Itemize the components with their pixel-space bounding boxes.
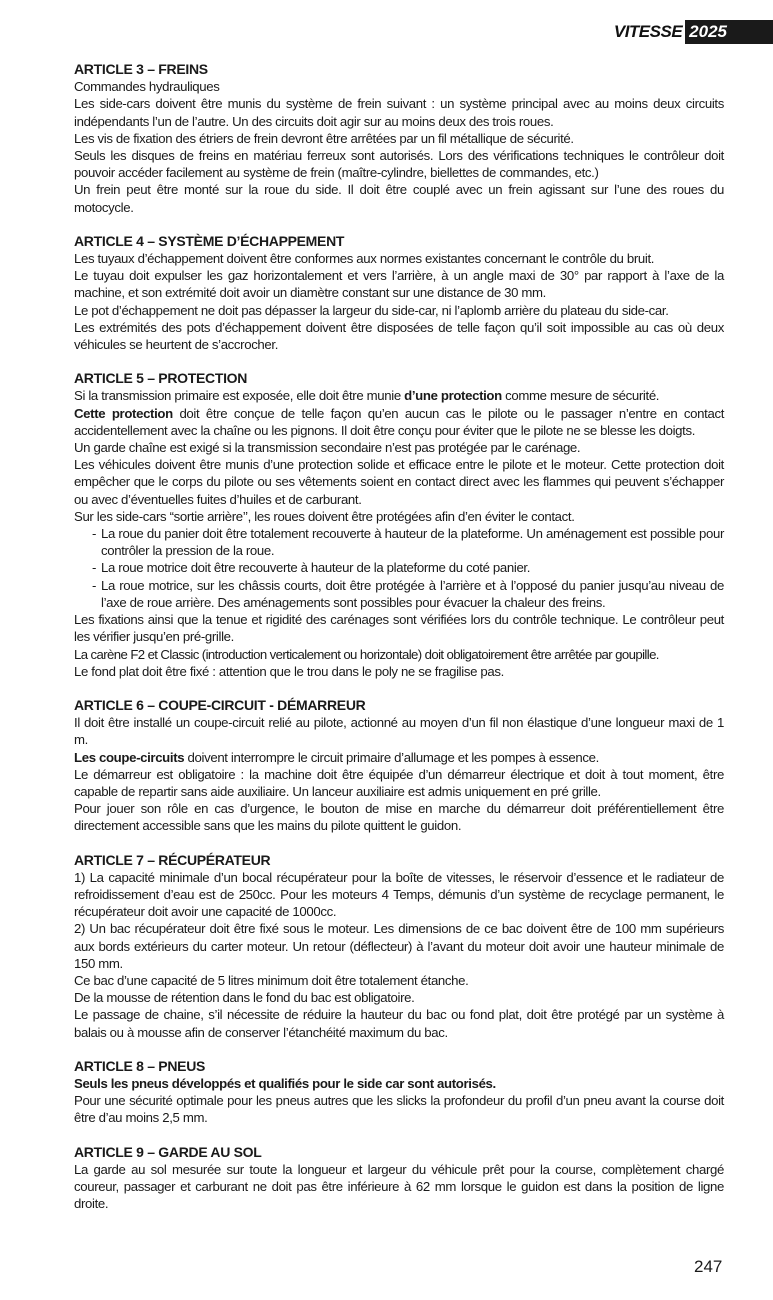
paragraph: Le passage de chaine, s’il nécessite de réduire la hauteur du bac ou fond plat, doit être protégé par un système à balais ou à mousse afin de conserver l’étanchéité maximum du bac. (74, 1007, 724, 1040)
article-9 (74, 1144, 724, 1213)
header-title: VITESSE (613, 22, 683, 41)
paragraph: Seuls les disques de freins en matériau ferreux sont autorisés. Lors des vérifications techniques le contrôleur doit pouvoir accéder facilement au système de frein (maître-cylindre, biellettes de commandes, etc.) (74, 148, 724, 181)
paragraph: Ce bac d’une capacité de 5 litres minimum doit être totalement étanche. (74, 972, 469, 988)
article-6 (74, 697, 724, 835)
paragraph: 2) Un bac récupérateur doit être fixé sous le moteur. Les dimensions de ce bac doivent être de 100 mm supérieurs aux bords extérieurs du carter moteur. Un retour (déflecteur) à l’avant du moteur doit avoir une hauteur minimale de 150 mm. (74, 921, 724, 971)
paragraph (74, 387, 724, 404)
article-8 (74, 1058, 724, 1127)
article-4 (74, 233, 724, 353)
emphasis: Cette protection (74, 405, 173, 421)
article-heading: ARTICLE 4 – SYSTÈME D’ÉCHAPPEMENT (74, 232, 345, 249)
emphasis: d’une protection (404, 388, 502, 404)
paragraph: Commandes hydrauliques (74, 79, 220, 95)
page-number: 247 (694, 1257, 723, 1276)
paragraph: Les vis de fixation des étriers de frein devront être arrêtées par un fil métallique de sécurité. (74, 130, 574, 146)
paragraph: Le tuyau doit expulser les gaz horizontalement et vers l’arrière, à un angle maxi de 30° par rapport à l’axe de la machine, et son extrémité doit avoir un diamètre constant sur une distance de 30 mm. (74, 268, 724, 301)
document-body (74, 61, 724, 1229)
paragraph: La carène F2 et Classic (introduction verticalement ou horizontale) doit obligatoirement être arrêtée par goupille. (74, 646, 659, 662)
text-run: doit être conçue de telle façon qu’en aucun cas le pilote ou le passager n’entre en contact accidentellement avec la chaîne ou les pignons. Il doit être conçu pour éviter que le pilote ne se blesse les doigts. (74, 405, 725, 438)
paragraph-bold: Seuls les pneus développés et qualifiés pour le side car sont autorisés. (74, 1075, 496, 1091)
text-run: comme mesure de sécurité. (501, 388, 660, 404)
emphasis: Les coupe-circuits (74, 749, 185, 765)
article-heading: ARTICLE 3 – FREINS (74, 61, 208, 77)
page-header (614, 20, 773, 44)
paragraph: Il doit être installé un coupe-circuit relié au pilote, actionné au moyen d’un fil non élastique d’une longueur maxi de 1 m. (74, 715, 724, 748)
text-run: Si la transmission primaire est exposée, elle doit être munie (74, 388, 405, 404)
paragraph: Pour jouer son rôle en cas d’urgence, le bouton de mise en marche du démarreur doit préférentiellement être directement accessible sans que les mains du pilote quittent le guidon. (74, 801, 724, 834)
text-run: doivent interrompre le circuit primaire d’allumage et les pompes à essence. (184, 749, 599, 765)
paragraph: Le démarreur est obligatoire : la machine doit être équipée d’un démarreur électrique et doit à tout moment, être capable de repartir sans aide auxiliaire. Un lanceur auxiliaire est admis uniquement en pré grille. (74, 766, 724, 799)
paragraph: Les extrémités des pots d’échappement doivent être disposées de telle façon qu’il soit impossible au cas où deux véhicules se heurtent de s’accrocher. (74, 319, 724, 353)
paragraph (74, 749, 724, 766)
article-3 (74, 61, 724, 216)
article-5 (74, 370, 724, 680)
article-heading: ARTICLE 9 – GARDE AU SOL (74, 1143, 262, 1160)
header-year-badge: 2025 (685, 20, 773, 44)
paragraph: De la mousse de rétention dans le fond du bac est obligatoire. (74, 990, 415, 1006)
article-heading: ARTICLE 7 – RÉCUPÉRATEUR (74, 851, 271, 868)
article-heading: ARTICLE 5 – PROTECTION (74, 370, 248, 387)
paragraph: Un garde chaîne est exigé si la transmission secondaire n’est pas protégée par le carénage. (74, 440, 581, 456)
paragraph: Les fixations ainsi que la tenue et rigidité des carénages sont vérifiées lors du contrôle technique. Le contrôleur peut les vérifier jusqu’en pré-grille. (74, 612, 724, 645)
list-item: - La roue du panier doit être totalement recouverte à hauteur de la plateforme. Un aménagement est possible pour contrôler la pression de la roue. (92, 525, 724, 559)
paragraph: Les véhicules doivent être munis d’une protection solide et efficace entre le pilote et le moteur. Cette protection doit empêcher que le corps du pilote ou ses vêtements soient en contact direct avec les flammes qui peuvent s’échapper ou avec d’éventuelles fuites d’huiles et de carburant. (74, 457, 724, 507)
paragraph: Un frein peut être monté sur la roue du side. Il doit être couplé avec un frein agissant sur l’une des roues du motocycle. (74, 182, 724, 215)
paragraph: 1) La capacité minimale d’un bocal récupérateur pour la boîte de vitesses, le réservoir d’essence et le radiateur de refroidissement d’eau est de 250cc. Pour les moteurs 4 Temps, démunis d’un système de recyclage permanent, le récupérateur doit avoir une capacité de 1000cc. (74, 869, 724, 920)
paragraph: Le fond plat doit être fixé : attention que le trou dans le poly ne se fragilise pas. (74, 663, 504, 679)
paragraph: Le pot d’échappement ne doit pas dépasser la largeur du side-car, ni l’aplomb arrière du plateau du side-car. (74, 302, 669, 318)
paragraph (74, 405, 724, 439)
paragraph: La garde au sol mesurée sur toute la longueur et largeur du véhicule prêt pour la course, complètement chargé coureur, passager et carburant ne doit pas être inférieure à 62 mm lorsque le guidon est dans la position de ligne droite. (74, 1161, 724, 1212)
list-item: - La roue motrice doit être recouverte à hauteur de la plateforme du coté panier. (92, 559, 724, 576)
list-item: - La roue motrice, sur les châssis courts, doit être protégée à l’arrière et à l’opposé du panier jusqu’au niveau de l’axe de roue arrière. Des aménagements sont possibles pour évacuer la chaleur des freins. (92, 577, 724, 611)
paragraph: Sur les side-cars “sortie arrière’’, les roues doivent être protégées afin d’en éviter le contact. (74, 508, 575, 524)
bullet-list (74, 525, 724, 611)
paragraph: Pour une sécurité optimale pour les pneus autres que les slicks la profondeur du profil d’un pneu avant la course doit être d’au moins 2,5 mm. (74, 1093, 724, 1126)
article-7 (74, 852, 724, 1041)
article-heading: ARTICLE 8 – PNEUS (74, 1057, 206, 1074)
paragraph: Les side-cars doivent être munis du système de frein suivant : un système principal avec au moins deux circuits indépendants l’un de l’autre. Un des circuits doit agir sur au moins deux des trois roues. (74, 96, 724, 129)
paragraph: Les tuyaux d’échappement doivent être conformes aux normes existantes concernant le contrôle du bruit. (74, 251, 655, 267)
article-heading: ARTICLE 6 – COUPE-CIRCUIT - DÉMARREUR (74, 696, 366, 713)
